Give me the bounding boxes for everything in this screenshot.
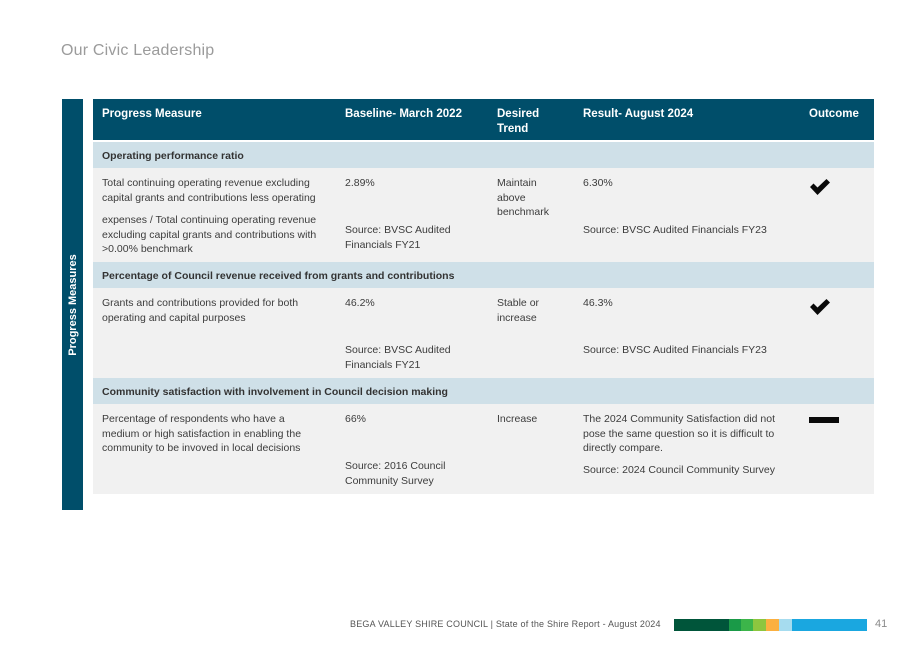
footer-bar-segment (729, 619, 741, 631)
section-heading-community-satisfaction (93, 378, 874, 404)
footer-bar-segment (741, 619, 753, 631)
header-result: Result- August 2024 (583, 108, 694, 120)
footer-text: BEGA VALLEY SHIRE COUNCIL | State of the Shire Report - August 2024 (350, 619, 661, 629)
baseline-source: Source: 2016 Council Community Survey (345, 460, 446, 487)
section-heading-text: Community satisfaction with involvement in Council decision making (102, 386, 448, 398)
baseline-source: Source: BVSC Audited Financials FY21 (345, 344, 451, 371)
section-title: Our Civic Leadership (61, 42, 215, 59)
result-source: Source: BVSC Audited Financials FY23 (583, 224, 767, 236)
header-desired-trend: Desired Trend (497, 108, 540, 135)
measure-text-continued: expenses / Total continuing operating revenue excluding capital grants and contributions with >0.00% benchmark (102, 214, 317, 255)
desired-trend: Maintain above benchmark (497, 177, 549, 218)
baseline-value: 66% (345, 413, 367, 425)
desired-trend: Increase (497, 413, 538, 425)
result-value: 46.3% (583, 297, 613, 309)
footer-bar-segment (792, 619, 867, 631)
table-header (93, 99, 874, 140)
result-source: Source: BVSC Audited Financials FY23 (583, 344, 767, 356)
baseline-value: 46.2% (345, 297, 375, 309)
footer-bar-segment (766, 619, 779, 631)
check-icon (809, 299, 831, 315)
table-row (93, 288, 874, 378)
result-source: Source: 2024 Council Community Survey (583, 464, 776, 476)
side-label-text: Progress Measures (66, 253, 79, 356)
section-heading-text: Percentage of Council revenue received from grants and contributions (102, 270, 455, 282)
section-heading-operating-ratio (93, 142, 874, 168)
footer-color-bar (674, 619, 867, 631)
section-heading-grants (93, 262, 874, 288)
measure-text: Grants and contributions provided for both operating and capital purposes (102, 297, 299, 324)
dash-icon (809, 417, 839, 423)
footer-bar-segment (674, 619, 729, 631)
progress-measures-table (93, 99, 874, 494)
baseline-value: 2.89% (345, 177, 375, 189)
footer-bar-segment (779, 619, 792, 631)
table-row (93, 168, 874, 262)
header-progress-measure: Progress Measure (102, 108, 202, 120)
measure-text: Total continuing operating revenue excluding capital grants and contributions less operating (102, 177, 316, 204)
result-value: The 2024 Community Satisfaction did not pose the same question so it is difficult to directly compare. (583, 413, 776, 454)
header-outcome: Outcome (809, 108, 859, 120)
table-row (93, 404, 874, 494)
page-number: 41 (875, 618, 888, 630)
check-icon (809, 179, 831, 195)
footer-bar-segment (753, 619, 766, 631)
desired-trend: Stable or increase (497, 297, 540, 324)
header-baseline: Baseline- March 2022 (345, 108, 462, 120)
result-value: 6.30% (583, 177, 613, 189)
side-label (62, 99, 83, 510)
measure-text: Percentage of respondents who have a medium or high satisfaction in enabling the community to be invoved in local decisions (102, 413, 302, 454)
section-heading-text: Operating performance ratio (102, 150, 244, 162)
baseline-source: Source: BVSC Audited Financials FY21 (345, 224, 451, 251)
